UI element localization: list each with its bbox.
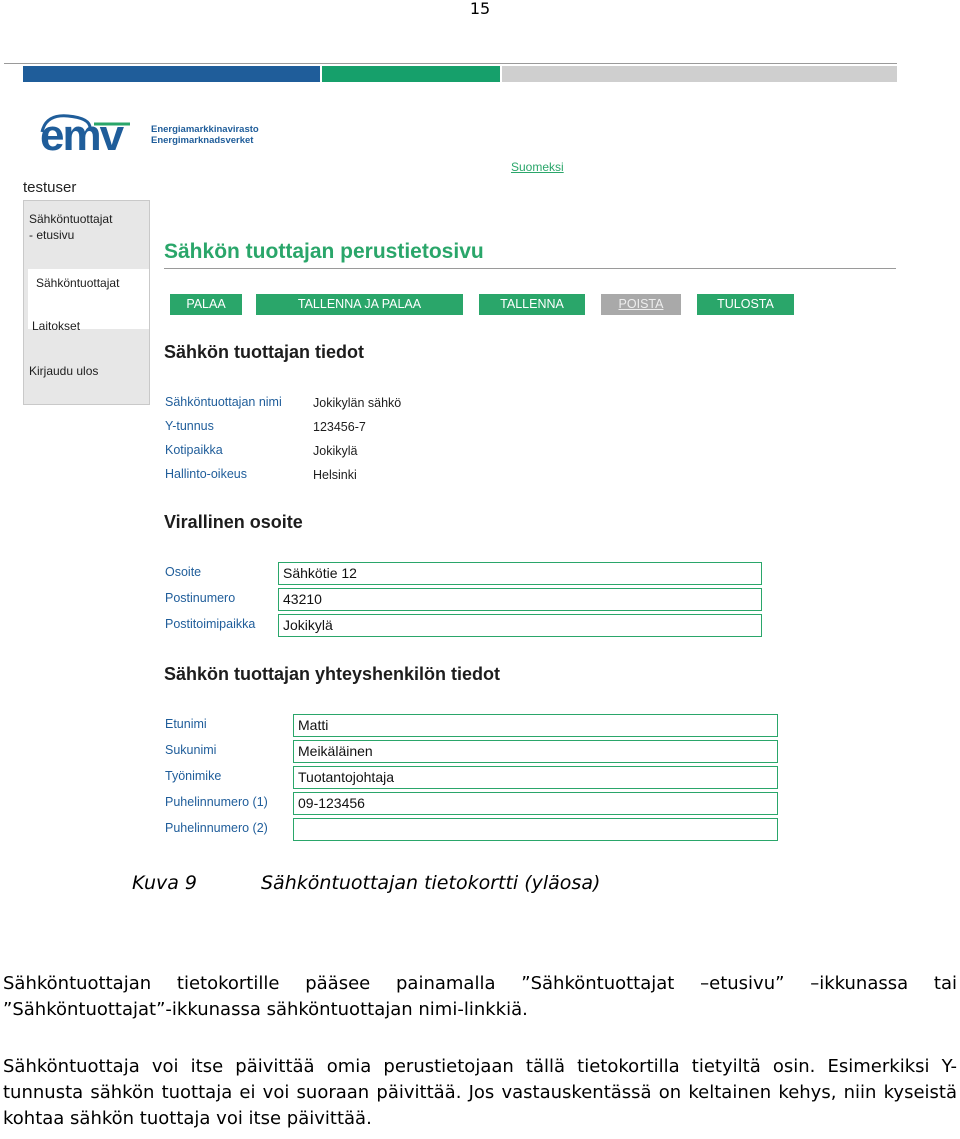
delete-button[interactable]: POISTA: [601, 294, 681, 315]
producer-name-link[interactable]: Jokikylän sähkö: [313, 396, 402, 410]
producer-info-heading: Sähkön tuottajan tiedot: [164, 342, 364, 362]
back-button[interactable]: PALAA: [170, 294, 242, 315]
sidebar: [23, 200, 150, 405]
last-name-field[interactable]: Meikäläinen: [293, 740, 778, 763]
domicile-label: Kotipaikka: [165, 443, 223, 457]
language-link[interactable]: Suomeksi: [511, 160, 564, 174]
logo-line-2: Energimarknadsverket: [151, 135, 254, 146]
figure-number: Kuva 9: [132, 872, 198, 894]
title-divider: [164, 268, 896, 269]
sidebar-item-label: Kirjaudu ulos: [29, 364, 99, 378]
sidebar-item-producers-home[interactable]: [24, 211, 149, 243]
sidebar-item-label: Laitokset: [32, 319, 81, 333]
job-title-field[interactable]: Tuotantojohtaja: [293, 766, 778, 789]
sidebar-item-label: Sähköntuottajat: [29, 212, 113, 226]
application-screenshot: [20, 66, 897, 846]
save-and-back-button[interactable]: TALLENNA JA PALAA: [256, 294, 463, 315]
last-name-label: Sukunimi: [165, 743, 217, 757]
business-id-label: Y-tunnus: [165, 419, 214, 433]
logo-wordmark: [151, 124, 259, 146]
sidebar-item-logout[interactable]: [24, 363, 149, 379]
figure-caption: Sähköntuottajan tietokortti (yläosa): [261, 872, 601, 894]
street-address-field[interactable]: Sähkötie 12: [278, 562, 762, 585]
body-paragraph-1: Sähköntuottajan tietokortille pääsee painamalla ”Sähköntuottajat –etusivu” –ikkunassa tai ”Sähköntuottajat”-ikkunassa sähköntuottajan nimi-linkkiä.: [3, 973, 957, 1020]
print-button[interactable]: TULOSTA: [697, 294, 794, 315]
contact-person-heading: Sähkön tuottajan yhteyshenkilön tiedot: [164, 664, 501, 684]
producer-name-label: Sähköntuottajan nimi: [165, 395, 282, 409]
sidebar-item-plants[interactable]: [24, 318, 149, 334]
postal-code-label: Postinumero: [165, 591, 236, 605]
admin-court-label: Hallinto-oikeus: [165, 467, 247, 481]
page-number: 15: [469, 0, 491, 18]
first-name-field[interactable]: Matti: [293, 714, 778, 737]
post-office-field[interactable]: Jokikylä: [278, 614, 762, 637]
sidebar-item-label: Sähköntuottajat: [36, 276, 120, 290]
header-rule: [4, 63, 897, 64]
phone-1-field[interactable]: 09-123456: [293, 792, 778, 815]
phone-2-field[interactable]: [293, 818, 778, 841]
post-office-label: Postitoimipaikka: [165, 617, 256, 631]
top-strip-blue: [23, 66, 320, 82]
business-id-value: 123456-7: [313, 420, 366, 434]
save-button[interactable]: TALLENNA: [479, 294, 585, 315]
postal-code-field[interactable]: 43210: [278, 588, 762, 611]
body-paragraph-2: Sähköntuottaja voi itse päivittää omia perustietojaan tällä tietokortilla tietyiltä osin. Esimerkiksi Y-tunnusta sähkön tuottaja ei voi suoraan päivittää. Jos vastauskentässä on keltainen kehys, niin kyseistä kohtaa sähkön tuottaja voi itse päivittää.: [3, 1056, 957, 1129]
sidebar-item-label: - etusivu: [29, 228, 75, 242]
logo-mark: emv: [40, 111, 123, 158]
phone-2-label: Puhelinnumero (2): [165, 821, 268, 835]
street-address-label: Osoite: [165, 565, 202, 579]
first-name-label: Etunimi: [165, 717, 207, 731]
domicile-value: Jokikylä: [313, 444, 358, 458]
page-title: Sähkön tuottajan perustietosivu: [164, 240, 484, 263]
job-title-label: Työnimike: [165, 769, 222, 783]
username: testuser: [23, 179, 77, 196]
logo-line-1: Energiamarkkinavirasto: [151, 124, 259, 135]
phone-1-label: Puhelinnumero (1): [165, 795, 268, 809]
admin-court-value: Helsinki: [313, 468, 357, 482]
top-strip-grey: [502, 66, 897, 82]
official-address-heading: Virallinen osoite: [164, 512, 303, 532]
top-strip-green: [322, 66, 500, 82]
